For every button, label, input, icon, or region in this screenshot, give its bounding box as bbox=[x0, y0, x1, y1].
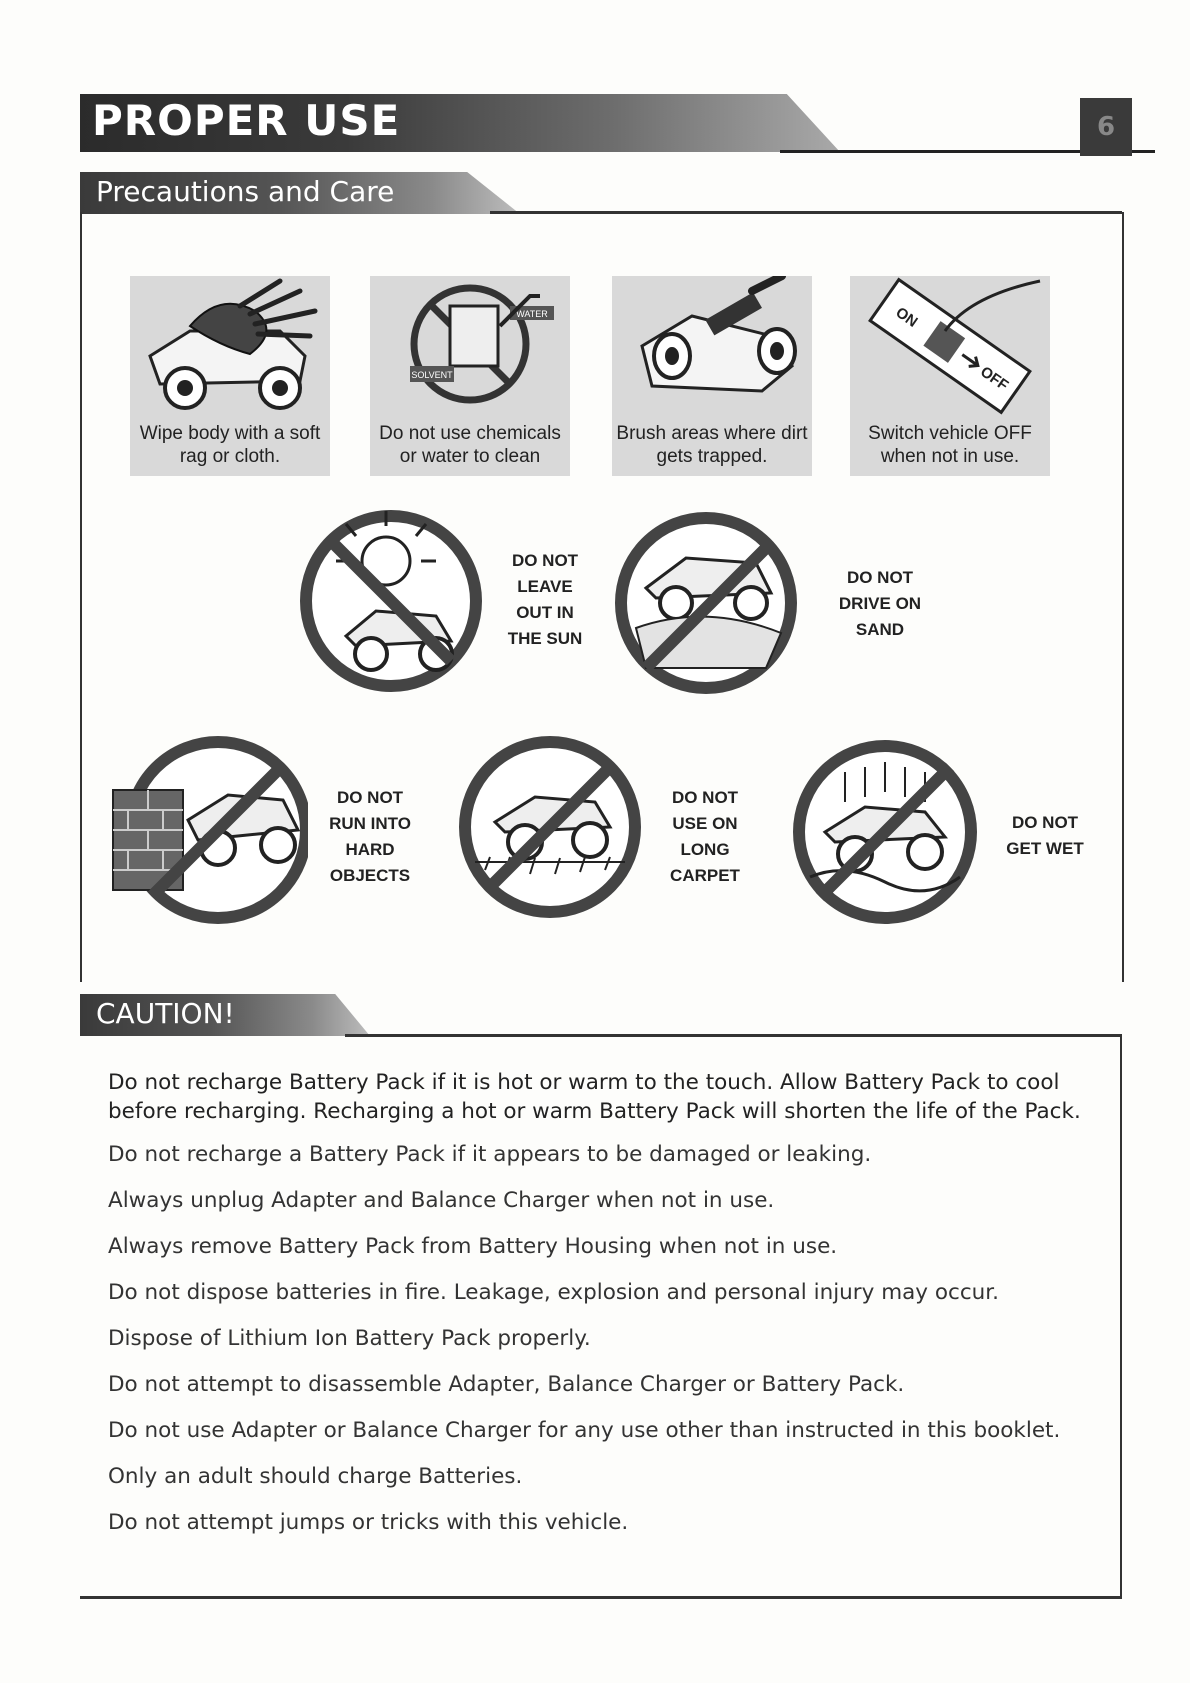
caution-item: Do not recharge a Battery Pack if it appears to be damaged or leaking. bbox=[108, 1142, 872, 1167]
warning-wet-line-2: GET WET bbox=[1006, 839, 1084, 858]
warning-sun-text bbox=[505, 548, 585, 652]
page-number-tab: 6 bbox=[1080, 98, 1132, 156]
warning-sand-line-3: SAND bbox=[855, 620, 905, 639]
warning-carpet-line-3: LONG bbox=[680, 840, 730, 859]
caution-item: Always remove Battery Pack from Battery Housing when not in use. bbox=[108, 1234, 838, 1259]
no-carpet-sign bbox=[455, 732, 645, 922]
caution-heading bbox=[80, 994, 370, 1036]
caution-item: Always unplug Adapter and Balance Charger when not in use. bbox=[108, 1188, 775, 1213]
page-title: PROPER USE bbox=[92, 96, 401, 145]
page-header bbox=[80, 94, 1132, 154]
caution-item: Only an adult should charge Batteries. bbox=[108, 1464, 523, 1489]
warning-sand-text bbox=[835, 565, 925, 643]
tip-no-chemicals bbox=[370, 276, 570, 476]
caution-intro-line-1: Do not recharge Battery Pack if it is hot or warm to the touch. Allow Battery Pack to cool bbox=[108, 1070, 1060, 1095]
warning-wet-text bbox=[1000, 810, 1090, 862]
brush-icon bbox=[612, 276, 812, 416]
no-sun-sign bbox=[296, 506, 486, 696]
switch-on-label: ON bbox=[892, 303, 921, 331]
caution-list bbox=[108, 1068, 1118, 1554]
power-switch-icon bbox=[850, 276, 1050, 416]
warning-sun-line-3: OUT IN bbox=[516, 603, 574, 622]
warning-hard-objects-line-2: RUN INTO bbox=[329, 814, 411, 833]
caution-item: Do not use Adapter or Balance Charger for any use other than instructed in this booklet. bbox=[108, 1418, 1061, 1443]
caution-item: Dispose of Lithium Ion Battery Pack properly. bbox=[108, 1326, 591, 1351]
warning-hard-objects-text bbox=[325, 785, 415, 889]
warning-hard-objects-line-1: DO NOT bbox=[336, 788, 404, 807]
warning-sand-line-1: DO NOT bbox=[846, 568, 914, 587]
switch-off-label: OFF bbox=[977, 363, 1012, 395]
caution-item: Do not attempt to disassemble Adapter, Balance Charger or Battery Pack. bbox=[108, 1372, 905, 1397]
caution-item: Do not dispose batteries in fire. Leakage, explosion and personal injury may occur. bbox=[108, 1280, 999, 1305]
wipe-rag-icon bbox=[130, 276, 330, 416]
warning-sand-line-2: DRIVE ON bbox=[838, 594, 922, 613]
caution-intro bbox=[108, 1068, 1118, 1126]
warning-carpet-text bbox=[665, 785, 745, 889]
tip-brush-caption: Brush areas where dirt gets trapped. bbox=[616, 423, 808, 467]
tip-switch-off bbox=[850, 276, 1050, 476]
warning-carpet-line-2: USE ON bbox=[672, 814, 738, 833]
no-hard-objects-sign bbox=[108, 730, 308, 930]
warning-wet-line-1: DO NOT bbox=[1011, 813, 1079, 832]
warning-carpet-line-1: DO NOT bbox=[671, 788, 739, 807]
tip-switch-off-caption: Switch vehicle OFF when not in use. bbox=[868, 423, 1032, 467]
warning-carpet-line-4: CARPET bbox=[670, 866, 740, 885]
no-chemicals-icon bbox=[370, 276, 570, 416]
solvent-label: SOLVENT bbox=[411, 370, 453, 380]
precautions-heading bbox=[80, 172, 520, 214]
precautions-heading-label: Precautions and Care bbox=[96, 175, 395, 208]
no-sand-sign bbox=[606, 508, 806, 698]
warning-hard-objects-line-3: HARD bbox=[345, 840, 395, 859]
warning-sun-line-2: LEAVE bbox=[517, 577, 573, 596]
tip-wipe-caption: Wipe body with a soft rag or cloth. bbox=[139, 423, 321, 467]
no-water-sign bbox=[785, 732, 985, 932]
tip-no-chemicals-caption: Do not use chemicals or water to clean bbox=[379, 423, 561, 467]
caution-item: Do not attempt jumps or tricks with this vehicle. bbox=[108, 1510, 629, 1535]
warning-hard-objects-line-4: OBJECTS bbox=[329, 866, 411, 885]
tip-wipe bbox=[130, 276, 330, 476]
caution-heading-label: CAUTION! bbox=[96, 997, 235, 1030]
warning-sun-line-1: DO NOT bbox=[511, 551, 579, 570]
water-label: WATER bbox=[516, 309, 548, 319]
warning-sun-line-4: THE SUN bbox=[507, 629, 583, 648]
tip-brush bbox=[612, 276, 812, 476]
caution-intro-line-2: before recharging. Recharging a hot or warm Battery Pack will shorten the life of the Pack. bbox=[108, 1099, 1081, 1124]
